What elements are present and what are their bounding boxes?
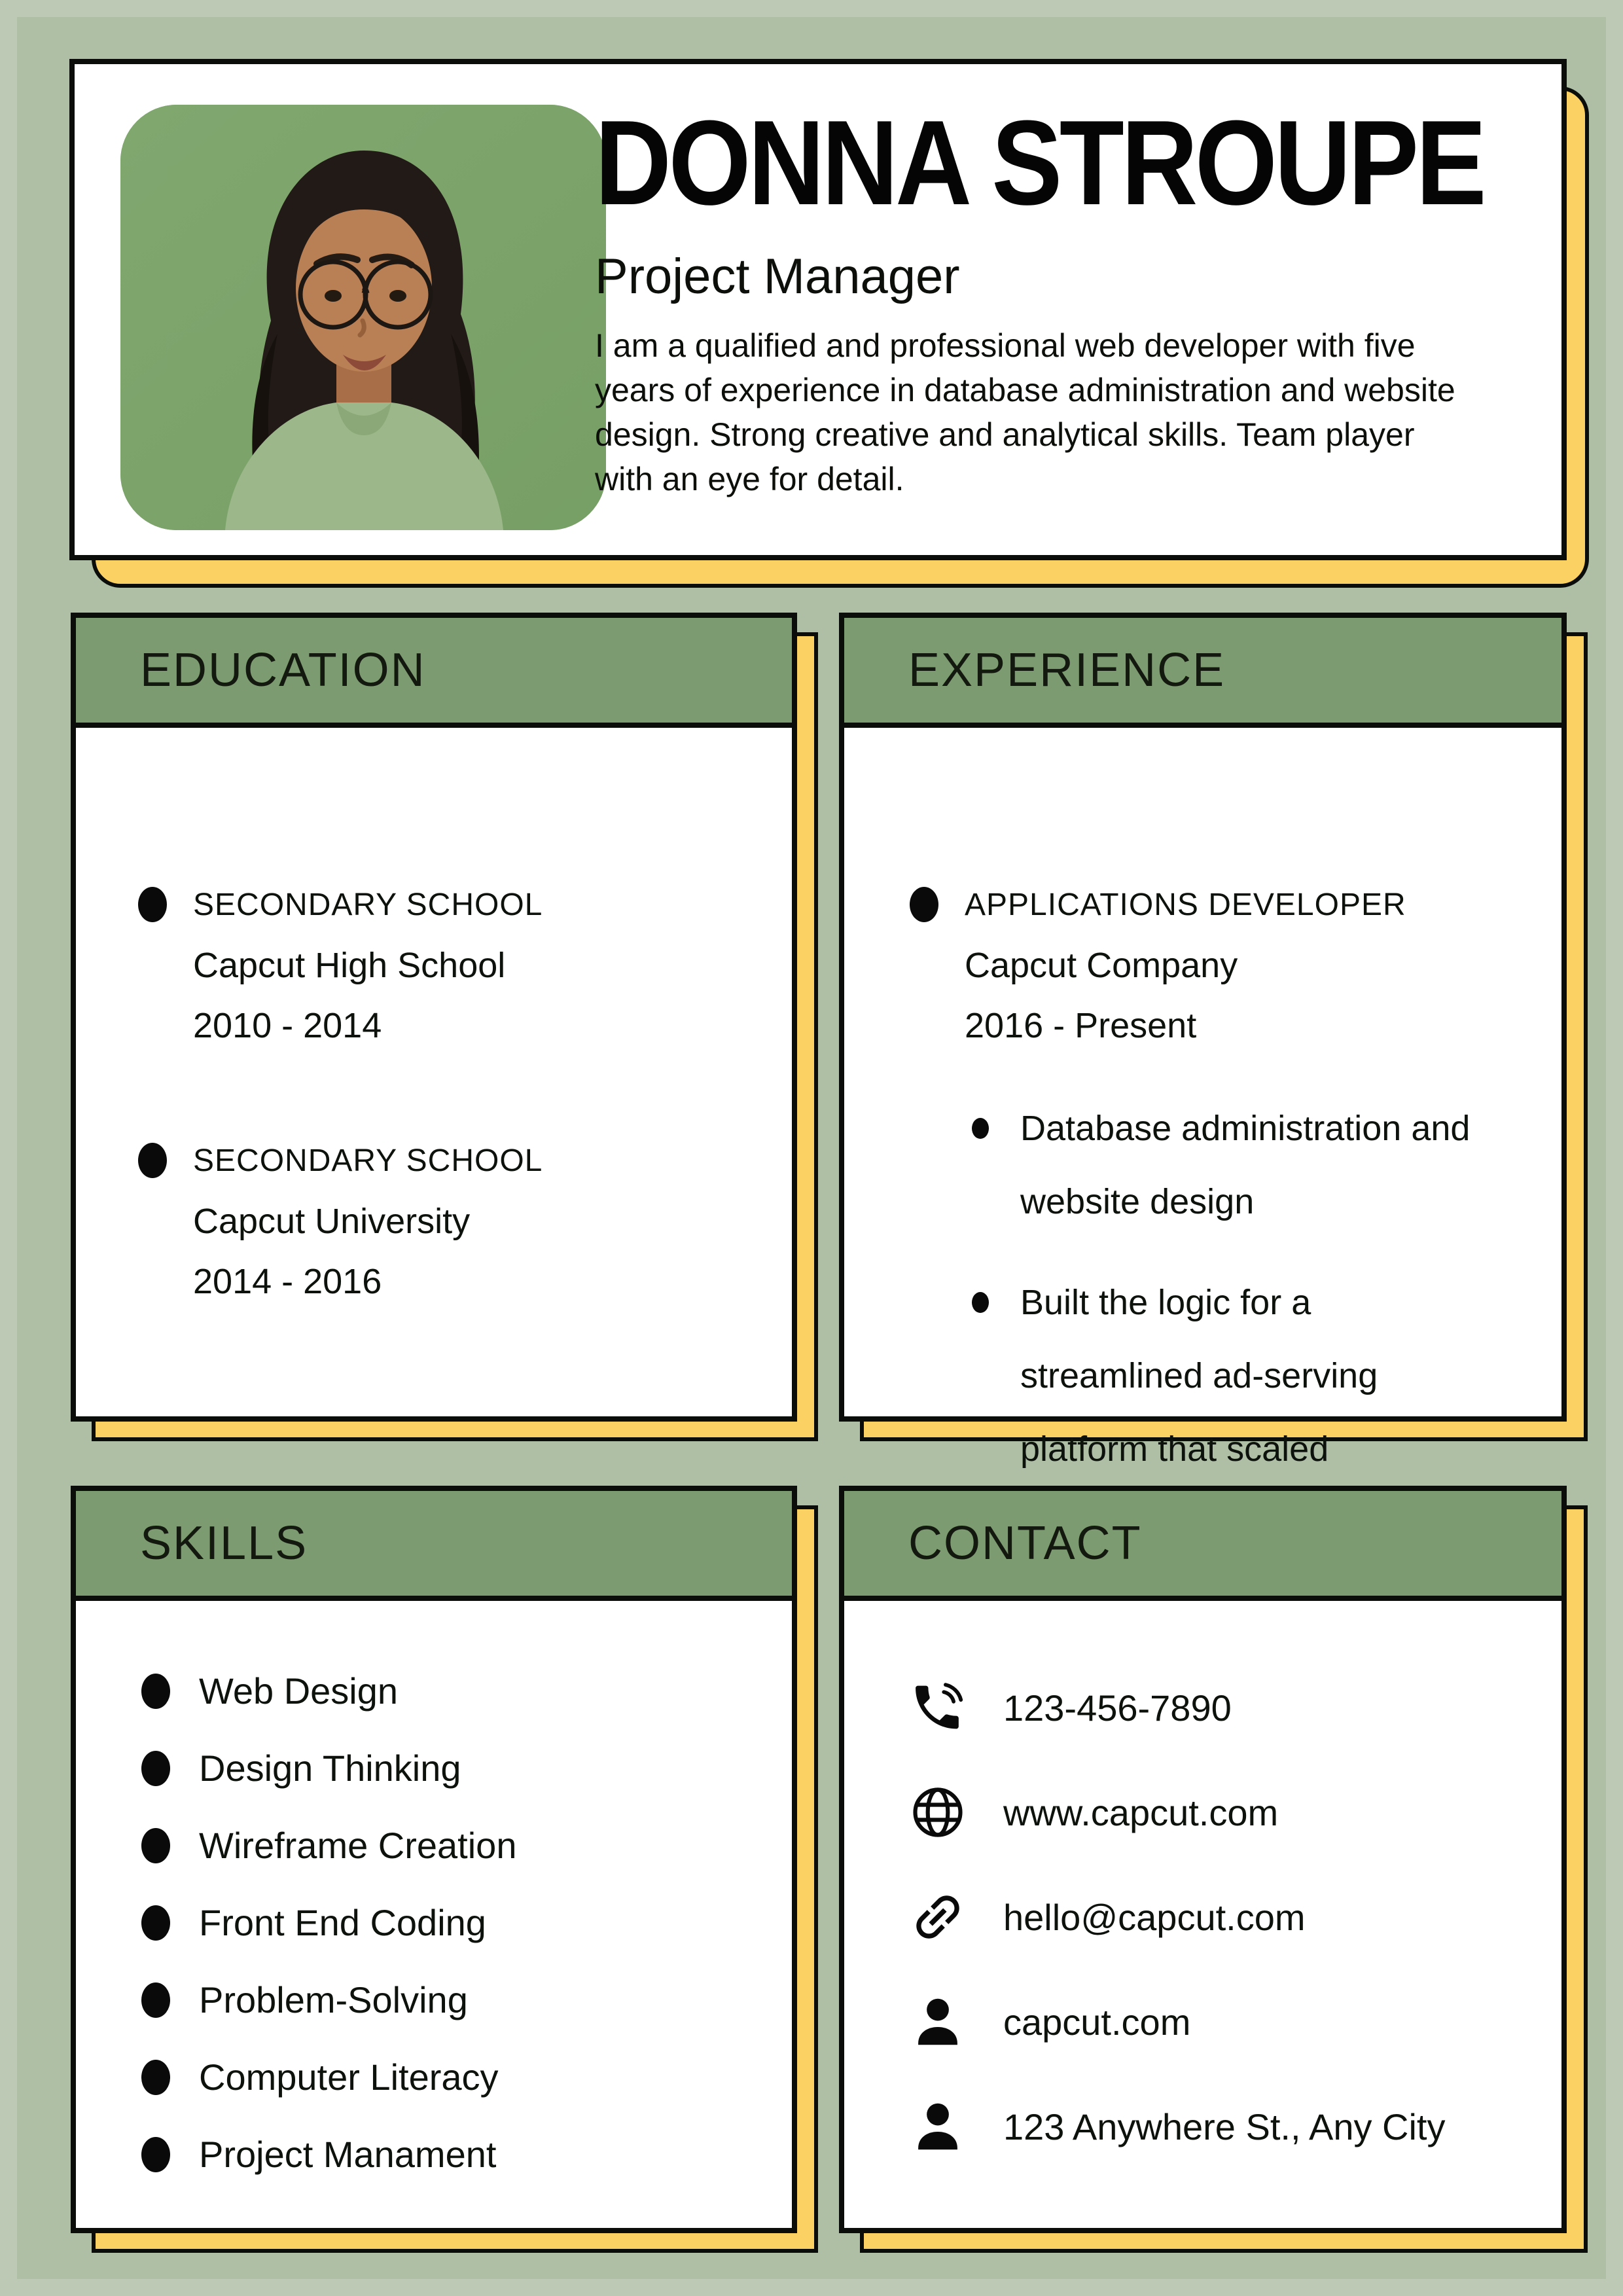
profile-url: capcut.com: [1003, 2001, 1191, 2043]
contact-row-phone: [906, 1676, 1542, 1739]
education-entry: [138, 875, 759, 1056]
experience-detail-list: [972, 1092, 1535, 1486]
skill-item: Front End Coding: [141, 1901, 766, 1944]
person-name: DONNA STROUPE: [595, 95, 1484, 230]
bullet-icon: [138, 1143, 167, 1178]
contact-section-header: [839, 1486, 1567, 1601]
bullet-icon: [972, 1118, 989, 1139]
profile-photo: [120, 105, 606, 530]
bullet-icon: [141, 1905, 170, 1941]
bullet-icon: [141, 1828, 170, 1863]
experience-detail: Database administration and website design: [972, 1092, 1535, 1238]
experience-section-header: [839, 613, 1567, 728]
street-address: 123 Anywhere St., Any City: [1003, 2106, 1446, 2147]
education-degree: SECONDARY SCHOOL: [193, 1143, 543, 1178]
bullet-icon: [141, 2137, 170, 2172]
experience-dates: 2016 - Present: [965, 1006, 1197, 1045]
experience-section-body: [839, 728, 1567, 1469]
education-dates: 2014 - 2016: [193, 1262, 382, 1301]
skill-item: Computer Literacy: [141, 2056, 766, 2098]
skills-title: SKILLS: [140, 1517, 308, 1570]
contact-row-email: [906, 1886, 1542, 1948]
bullet-icon: [141, 1674, 170, 1709]
skill-item: Problem-Solving: [141, 1979, 766, 2021]
experience-role: APPLICATIONS DEVELOPER: [965, 888, 1406, 922]
education-school: Capcut High School: [193, 946, 506, 985]
skills-section-header: [71, 1486, 797, 1601]
bullet-icon: [972, 1292, 989, 1313]
education-dates: 2010 - 2014: [193, 1006, 382, 1045]
contact-row-website: [906, 1781, 1542, 1844]
experience-title: EXPERIENCE: [908, 644, 1226, 696]
link-icon: [906, 1886, 969, 1948]
globe-icon: [906, 1781, 969, 1844]
contact-title: CONTACT: [908, 1517, 1142, 1570]
education-entry: [138, 1131, 759, 1312]
bullet-icon: [141, 2060, 170, 2095]
person-icon: [906, 2095, 969, 2158]
experience-detail: Built the logic for a streamlined ad-serving platform that scaled: [972, 1266, 1535, 1486]
skill-item: Web Design: [141, 1670, 766, 1712]
portrait-illustration: [120, 105, 606, 530]
education-school: Capcut University: [193, 1202, 471, 1241]
person-icon: [906, 1990, 969, 2053]
person-title: Project Manager: [595, 249, 960, 305]
education-title: EDUCATION: [140, 644, 426, 696]
contact-row-profile: [906, 1990, 1542, 2053]
contact-row-address: [906, 2095, 1542, 2158]
bullet-icon: [141, 1751, 170, 1786]
education-section-body: [71, 728, 797, 1422]
experience-company: Capcut Company: [965, 946, 1238, 985]
skill-item: Wireframe Creation: [141, 1824, 766, 1867]
skills-section-body: [71, 1601, 797, 2233]
bullet-icon: [910, 887, 938, 922]
header-card: [69, 59, 1567, 560]
website-url: www.capcut.com: [1003, 1791, 1279, 1833]
summary-paragraph: I am a qualified and professional web developer with five years of experience in database administration and website design. Strong creative and analytical skills. Team player with an eye for detail.: [595, 327, 1455, 498]
experience-entry: [910, 875, 1535, 1056]
bullet-icon: [141, 1982, 170, 2018]
phone-number: 123-456-7890: [1003, 1687, 1232, 1729]
contact-section-body: [839, 1601, 1567, 2233]
skill-item: Project Manament: [141, 2133, 766, 2176]
bullet-icon: [138, 887, 167, 922]
email-address: hello@capcut.com: [1003, 1896, 1306, 1938]
skill-item: Design Thinking: [141, 1747, 766, 1789]
phone-icon: [906, 1676, 969, 1739]
education-section-header: [71, 613, 797, 728]
header-text-block: [595, 92, 1544, 501]
education-degree: SECONDARY SCHOOL: [193, 888, 543, 922]
